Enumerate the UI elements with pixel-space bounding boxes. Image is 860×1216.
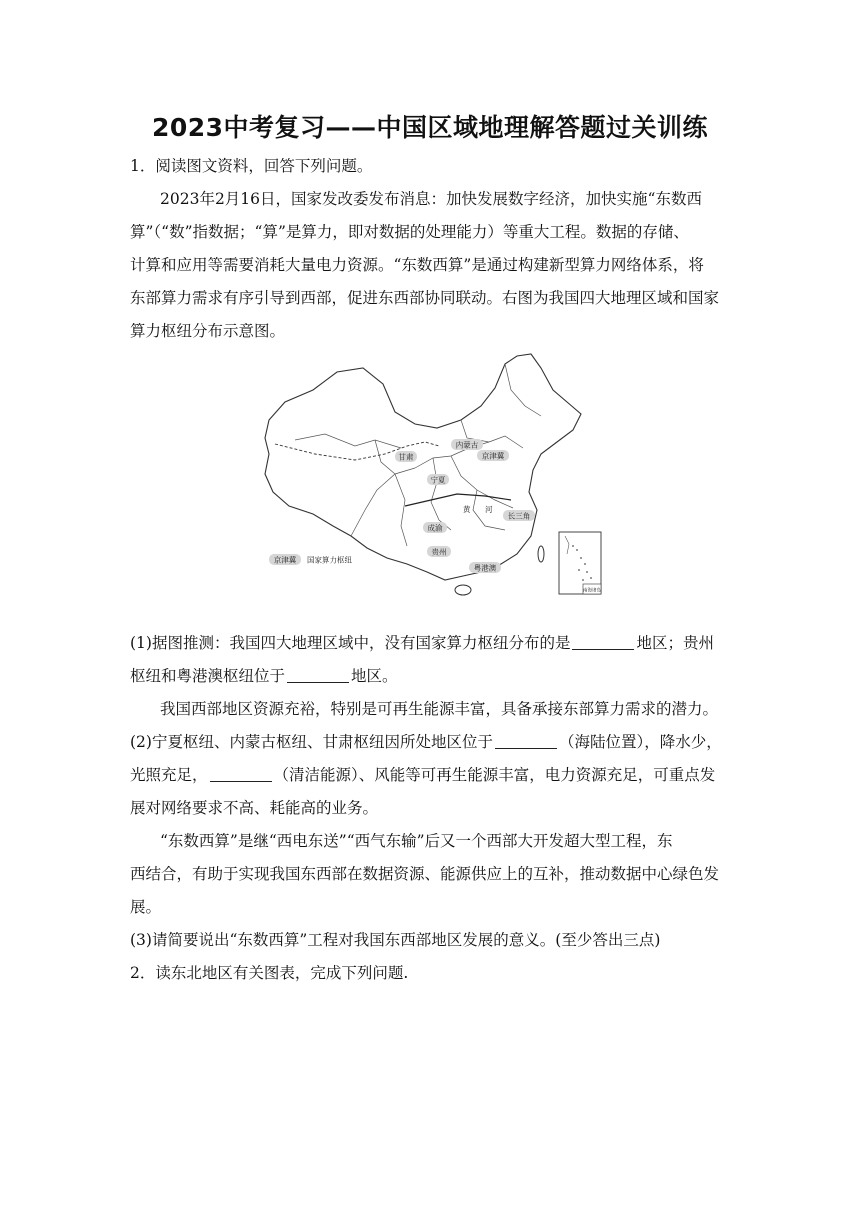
map-label-he: 河 [485,505,493,514]
china-map-figure [255,350,607,598]
q1-sub2-line3: 展对网络要求不高、耗能高的业务。 [130,799,379,817]
map-label-huang: 黄 [463,505,471,514]
hub-label-neimenggu: 内蒙古 [455,440,479,450]
q1-para1-line3: 计算和应用等需要消耗大量电力资源。“东数西算”是通过构建新型算力网络体系，将 [130,256,704,274]
hub-label-gansu: 甘肃 [398,452,414,462]
hub-label-jingjinji: 京津冀 [481,451,505,461]
q1-sub1-line1 [130,627,730,660]
q1-para3-line1: “东数西算”是继“西电东送”“西气东输”后又一个西部大开发超大型工程，东 [160,832,673,850]
q1-sub1-text-d: 地区。 [351,667,398,685]
answer-blank-3[interactable] [495,732,557,749]
q1-para1-line4: 东部算力需求有序引导到西部，促进东西部协同联动。右图为我国四大地理区域和国家 [130,289,720,307]
hub-label-guizhou: 贵州 [431,547,447,557]
q1-sub1-text-a: (1)据图推测：我国四大地理区域中，没有国家算力枢纽分布的是 [130,634,571,652]
q1-sub2-text-c: 光照充足， [130,766,208,784]
answer-blank-1[interactable] [572,633,634,650]
q1-para1-line2: 算”（“数”指数据；“算”是算力，即对数据的处理能力）等重大工程。数据的存储、 [130,223,689,241]
hub-label-yuegangao: 粤港澳 [473,563,497,573]
q2-header [130,957,730,990]
legend-sample: 京津冀 [273,555,297,565]
taiwan-island [538,546,544,562]
q1-para1-line5: 算力枢纽分布示意图。 [130,322,286,340]
hub-label-ningxia: 宁夏 [430,475,446,485]
q1-para3-line3: 展。 [130,898,162,916]
answer-blank-4[interactable] [210,765,272,782]
q1-para1-line1: 2023年2月16日，国家发改委发布消息：加快发展数字经济，加快实施“东数西 [160,190,702,208]
q1-number: 1． [130,157,156,175]
china-outline [265,354,581,580]
hainan-island [455,585,471,595]
hub-label-chengyu: 成渝 [427,523,443,533]
q1-sub2-text-d: （清洁能源）、风能等可再生能源丰富，电力资源充足，可重点发 [273,766,716,784]
legend-text: 国家算力枢纽 [307,555,352,565]
q1-para3-line2: 西结合，有助于实现我国东西部在数据资源、能源供应上的互补，推动数据中心绿色发 [130,865,720,883]
q1-sub2-text-a: (2)宁夏枢纽、内蒙古枢纽、甘肃枢纽因所处地区位于 [130,733,493,751]
q1-sub1-text-b: 地区；贵州 [636,634,714,652]
q1-header [130,150,730,183]
inset-label: 南海诸岛 [583,588,601,594]
q1-sub1-line2 [130,660,730,693]
hub-label-changsanjiao: 长三角 [507,511,531,521]
q1-sub2-text-b: （海陆位置），降水少， [558,733,722,751]
document-title: 2023中考复习——中国区域地理解答题过关训练 [151,113,709,142]
q1-prompt: 阅读图文资料，回答下列问题。 [155,157,373,175]
q1-sub2-line1 [130,726,730,759]
q1-sub2-line2 [130,759,730,792]
answer-blank-2[interactable] [287,666,349,683]
q2-prompt: 读东北地区有关图表，完成下列问题. [155,964,409,982]
q1-para2: 我国西部地区资源充裕，特别是可再生能源丰富，具备承接东部算力需求的潜力。 [160,700,719,718]
q2-number: 2． [130,964,156,982]
q1-sub1-text-c: 枢纽和粤港澳枢纽位于 [130,667,286,685]
q1-sub3: (3)请简要说出“东数西算”工程对我国东西部地区发展的意义。(至少答出三点) [130,931,661,949]
